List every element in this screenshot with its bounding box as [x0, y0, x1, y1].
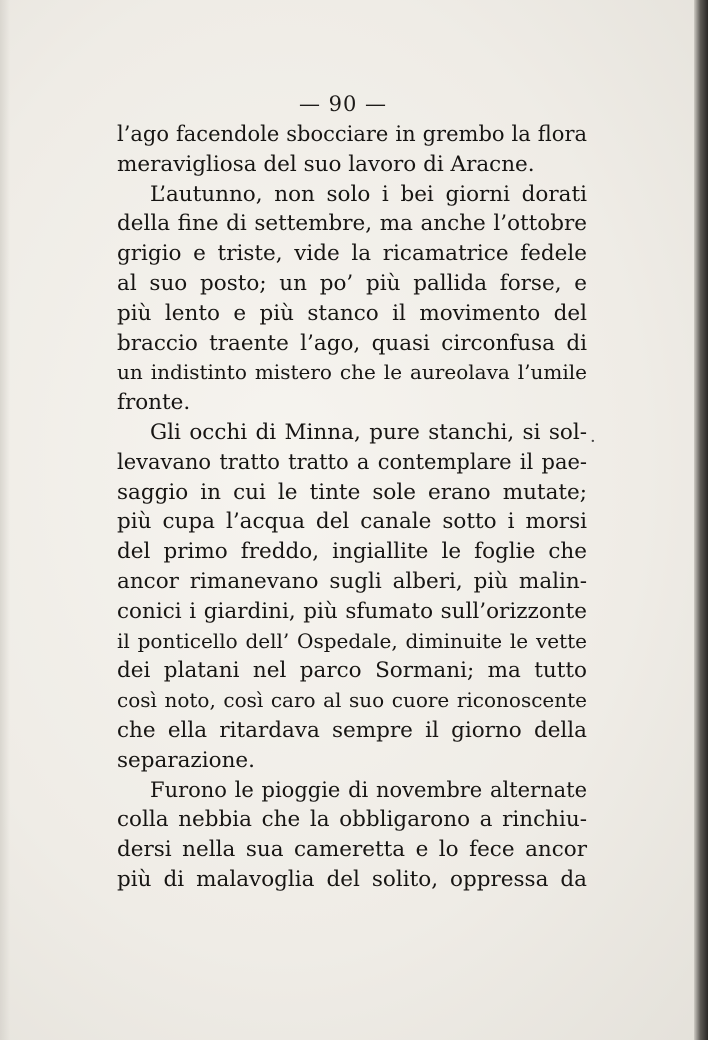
text-line: che ella ritardava sempre il giorno della: [117, 717, 587, 743]
text-line: al suo posto; un po’ più pallida forse, e: [117, 270, 587, 296]
text-line: grigio e triste, vide la ricamatrice fedele: [117, 241, 587, 267]
text-line: il ponticello dell’ Ospedale, diminuite le vette: [117, 628, 587, 653]
text-line: più di malavoglia del solito, oppressa da: [117, 866, 587, 892]
text-line: più lento e più stanco il movimento del: [117, 300, 587, 326]
page-number: — 90 —: [298, 92, 388, 116]
text-line: levavano tratto tratto a contemplare il pae-: [117, 449, 587, 474]
page-edge-shadow: [694, 0, 708, 1040]
text-line: saggio in cui le tinte sole erano mutate;: [117, 479, 587, 505]
text-line: ancor rimanevano sugli alberi, più malin-: [117, 568, 587, 594]
page-gutter-shadow: [0, 0, 10, 1040]
text-line: dersi nella sua cameretta e lo fece ancor: [117, 837, 587, 863]
text-line: Furono le pioggie di novembre alternate: [150, 777, 587, 802]
text-line: meravigliosa del suo lavoro di Aracne.: [117, 151, 535, 177]
text-line: l’ago facendole sbocciare in grembo la flora: [117, 122, 587, 146]
text-line: del primo freddo, ingiallite le foglie che: [117, 539, 587, 565]
text-line: braccio traente l’ago, quasi circonfusa di: [117, 330, 587, 356]
text-line: un indistinto mistero che le aureolava l’umile: [117, 360, 587, 385]
text-line: della fine di settembre, ma anche l’ottobre: [117, 211, 587, 237]
text-line: Gli occhi di Minna, pure stanchi, si sol-: [150, 419, 587, 445]
body-text: [117, 120, 587, 895]
text-line: più cupa l’acqua del canale sotto i morsi: [117, 509, 587, 535]
text-line: L’autunno, non solo i bei giorni dorati: [150, 181, 587, 207]
text-line: fronte.: [117, 390, 191, 416]
margin-mark: ·: [590, 431, 596, 452]
text-line: separazione.: [117, 747, 255, 773]
text-line: dei platani nel parco Sormani; ma tutto: [117, 658, 587, 684]
text-line: così noto, così caro al suo cuore riconoscente: [117, 688, 587, 713]
text-line: colla nebbia che la obbligarono a rinchiu-: [117, 807, 587, 833]
text-line: conici i giardini, più sfumato sull’orizzonte: [117, 598, 587, 624]
